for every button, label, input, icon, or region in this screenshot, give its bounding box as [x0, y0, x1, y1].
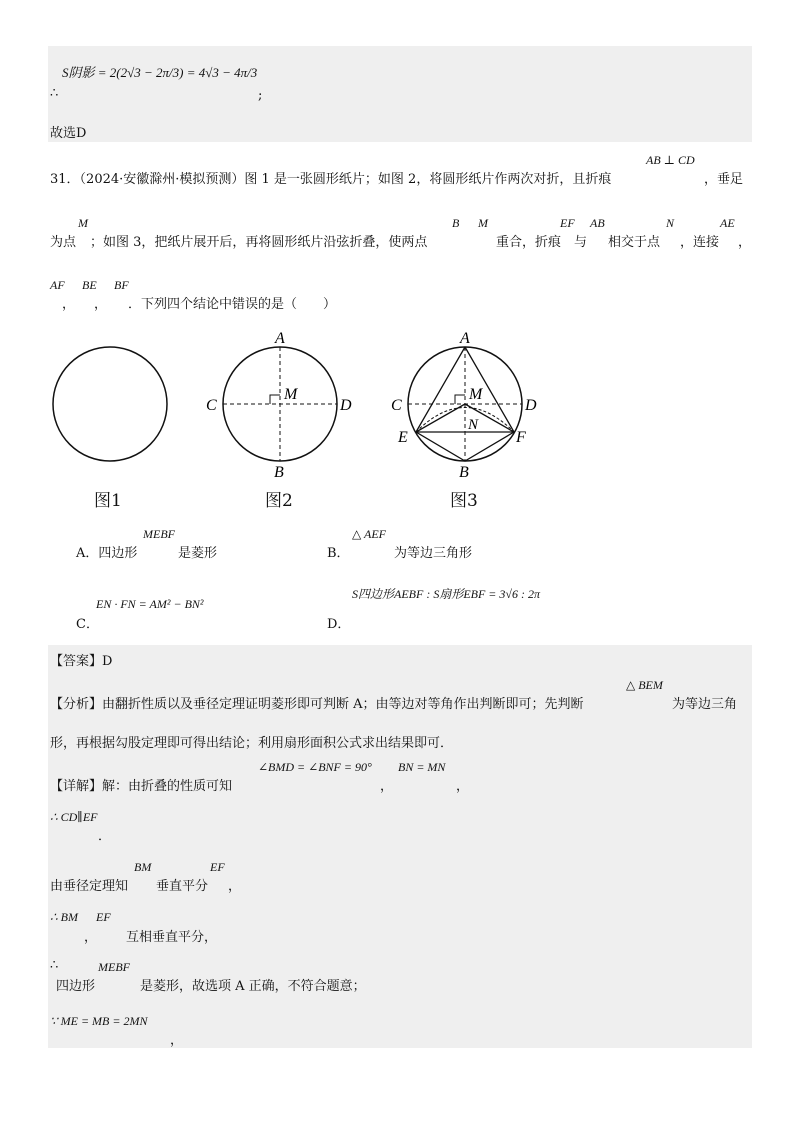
option-d-math: S四边形AEBF : S扇形EBF = 3√6 : 2π	[352, 587, 540, 601]
fig2-label-b: B	[274, 464, 284, 481]
answer-line: 【答案】D	[50, 654, 113, 669]
shaded-area-formula: S阴影 = 2(2√3 − 2π/3) = 4√3 − 4π/3	[62, 65, 258, 80]
fig3-caption: 图3	[450, 491, 478, 511]
math-ab-perp-cd: AB ⊥ CD	[646, 153, 695, 167]
comma-a: ，	[62, 297, 76, 312]
question-stem-end-comma: ，	[738, 235, 752, 250]
step-cd-parallel-ef: ∴ CD∥EF	[50, 810, 98, 824]
fig1-caption: 图1	[94, 491, 122, 511]
step-ef-2: EF	[96, 910, 111, 924]
fig3-label-d: D	[525, 397, 537, 414]
question-stem-tail1: ，垂足	[704, 172, 744, 187]
fig3-label-c: C	[391, 397, 402, 414]
step-bm-2: ∴ BM	[50, 910, 78, 924]
fig2-caption: 图2	[265, 491, 293, 511]
question-stem-line1: 31．（2024·安徽滁州·模拟预测）图 1 是一张圆形纸片；如图 2，将圆形纸片作两次对折，且折痕	[50, 172, 612, 187]
fig2-label-m: M	[284, 386, 298, 403]
conclusion-text: 故选D	[50, 126, 87, 141]
math-bf: BF	[114, 278, 129, 292]
math-ae: AE	[720, 216, 735, 230]
fig3-diagram	[391, 330, 537, 481]
fig3-label-n: N	[468, 417, 479, 433]
question-stem-line2a: 为点	[50, 235, 77, 250]
step-final-comma: ，	[170, 1033, 184, 1048]
question-stem-line2e: 相交于点	[608, 235, 661, 250]
step-mutual-b: 互相垂直平分，	[126, 930, 218, 945]
question-stem-line2d: 与	[574, 235, 588, 250]
fig2-diagram	[206, 330, 352, 481]
detail-intro: 【详解】解：由折叠的性质可知	[50, 779, 233, 794]
step-bm: BM	[134, 860, 152, 874]
question-stem-line2f: ，连接	[680, 235, 720, 250]
fig2-label-c: C	[206, 397, 217, 414]
solution-tail-block	[48, 46, 752, 142]
math-point-m2: M	[478, 216, 488, 230]
question-stem-line2b: ；如图 3，把纸片展开后，再将圆形纸片沿弦折叠，使两点	[90, 235, 428, 250]
option-a-math: MEBF	[143, 527, 175, 541]
math-point-b: B	[452, 216, 460, 230]
fig3-label-f: F	[516, 429, 526, 446]
option-c-math: EN · FN = AM² − BN²	[96, 597, 204, 611]
semicolon: ;	[258, 88, 263, 103]
detail-angle-equation: ∠BMD = ∠BNF = 90°	[258, 760, 372, 774]
fig2-label-a: A	[275, 330, 285, 347]
detail-comma-1: ，	[380, 779, 394, 794]
fig2-label-d: D	[340, 397, 352, 414]
analysis-text-b: 为等边三角	[672, 697, 738, 712]
step-perp-bisector-a: 由垂径定理知	[50, 879, 129, 894]
option-b-prefix: B．	[327, 546, 350, 561]
step-cd-dot: ．	[98, 829, 112, 844]
fig3-label-b: B	[459, 464, 469, 481]
detail-bn-mn: BN = MN	[398, 760, 446, 774]
step-ef: EF	[210, 860, 225, 874]
fig3-label-a: A	[460, 330, 470, 347]
step-perp-bisector-b: 垂直平分	[156, 879, 209, 894]
analysis-text-a: 【分析】由翻折性质以及垂径定理证明菱形即可判断 A；由等边对等角作出判断即可；先判断	[50, 697, 584, 712]
step-mutual-a: ，	[84, 930, 98, 945]
math-ef: EF	[560, 216, 575, 230]
fig1-circle	[53, 347, 167, 461]
option-c-prefix: C．	[76, 617, 99, 632]
math-point-n: N	[666, 216, 675, 230]
question-stem-line2c: 重合，折痕	[496, 235, 562, 250]
fig3-label-e: E	[398, 429, 408, 446]
math-point-m: M	[78, 216, 88, 230]
step-therefore: ∴	[50, 958, 59, 973]
option-d-prefix: D．	[327, 617, 351, 632]
figure-area	[0, 325, 800, 545]
detail-comma-2: ，	[456, 779, 470, 794]
step-perp-bisector-c: ，	[228, 879, 242, 894]
comma-b: ，	[94, 297, 108, 312]
analysis-text-c: 形，再根据勾股定理即可得出结论；利用扇形面积公式求出结果即可．	[50, 736, 454, 751]
option-a-prefix: A．四边形	[76, 546, 138, 561]
math-af: AF	[50, 278, 65, 292]
step-me-mb-mn: ∵ ME = MB = 2MN	[50, 1014, 148, 1028]
math-ab: AB	[590, 216, 605, 230]
step-rhombus-a: 四边形	[56, 979, 96, 994]
question-stem-line3: ．下列四个结论中错误的是（ ）	[128, 297, 337, 312]
step-rhombus-b: 是菱形，故选项 A 正确，不符合题意；	[140, 979, 366, 994]
option-b-suffix: 为等边三角形	[394, 546, 473, 561]
math-be: BE	[82, 278, 97, 292]
option-b-math: △ AEF	[352, 527, 387, 541]
option-a-suffix: 是菱形	[178, 546, 218, 561]
analysis-math-bem: △ BEM	[626, 678, 663, 692]
fig3-label-m: M	[469, 386, 483, 403]
therefore-symbol: ∴	[50, 86, 59, 101]
step-meb-f: MEBF	[98, 960, 130, 974]
